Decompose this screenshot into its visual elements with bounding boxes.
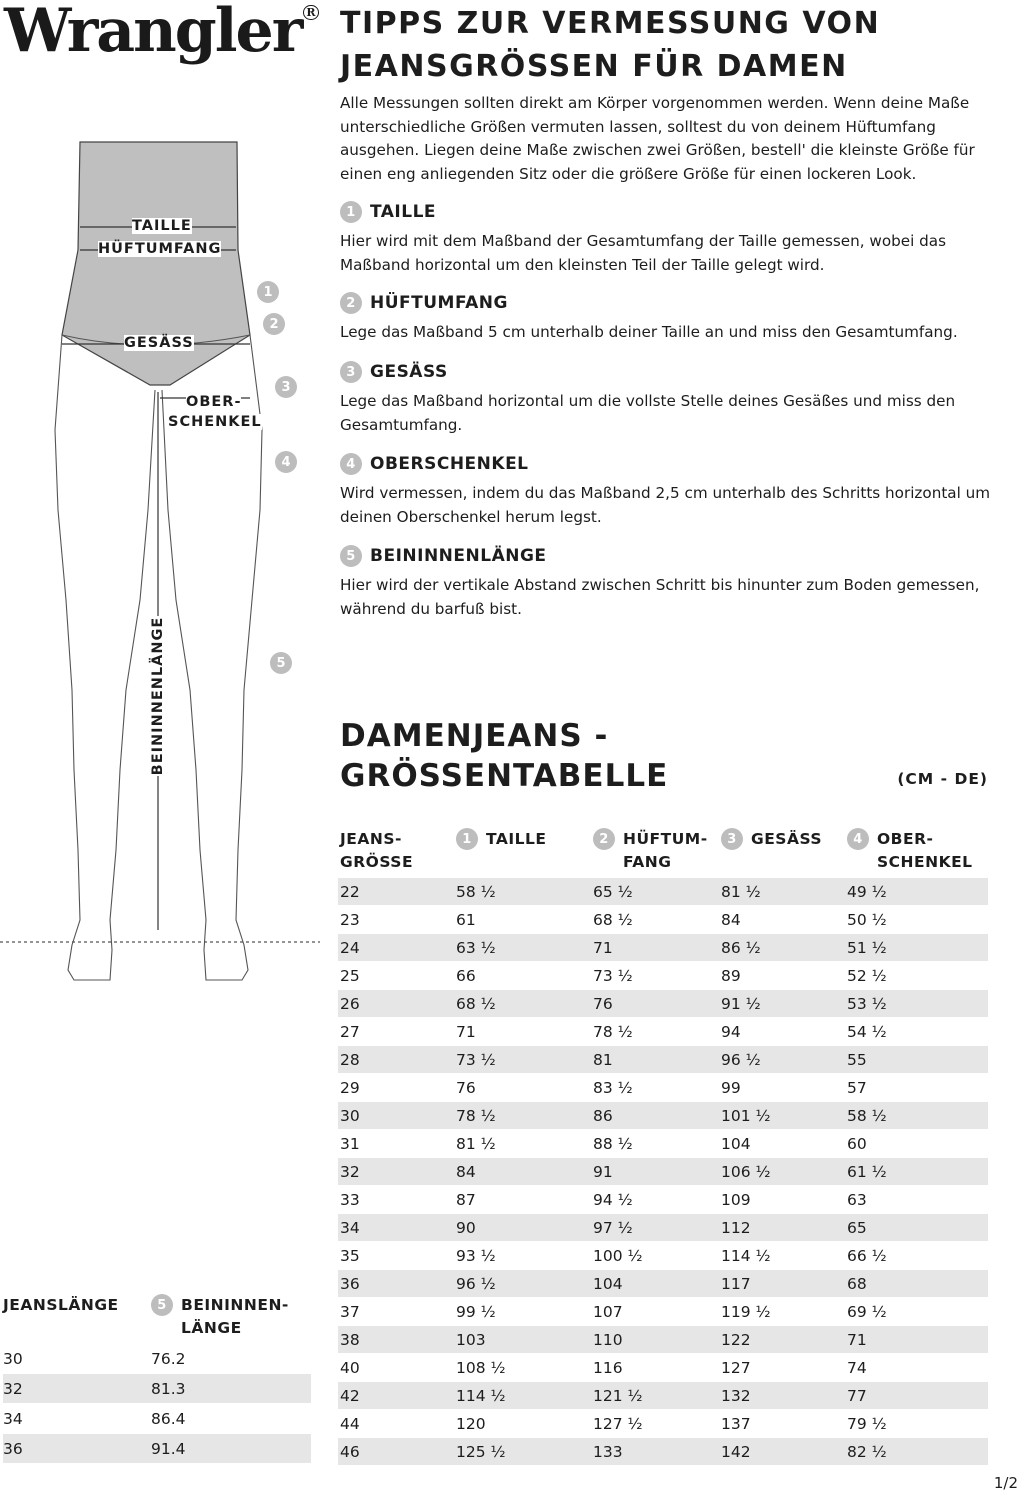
table-cell: 125 ½ [454, 1438, 591, 1466]
table-row [338, 1382, 988, 1410]
page-number: 1/2 [993, 1474, 1018, 1492]
table-cell: 81 [591, 1046, 719, 1074]
table-cell: 73 ½ [591, 962, 719, 990]
table-cell: 112 [719, 1214, 845, 1242]
number-4-icon: 4 [847, 828, 869, 850]
table-row [338, 1018, 988, 1046]
section-hueftumfang [340, 291, 1010, 345]
table-cell: 86 [591, 1102, 719, 1130]
table-cell: 122 [719, 1326, 845, 1354]
section-text: Wird vermessen, indem du das Maßband 2,5 cm unterhalb des Schritts horizontal um deinen Oberschenkel herum legst. [340, 484, 991, 526]
table-cell: 127 [719, 1354, 845, 1382]
table-cell: 104 [591, 1270, 719, 1298]
table-cell: 34 [338, 1214, 454, 1242]
legs-illustration [0, 130, 320, 1010]
table-cell: 94 ½ [591, 1186, 719, 1214]
table-cell: 86.4 [151, 1404, 311, 1434]
table-cell: 57 [845, 1074, 988, 1102]
table-cell: 31 [338, 1130, 454, 1158]
section-title: HÜFTUMFANG [370, 293, 508, 313]
table-row [338, 1158, 988, 1186]
table-cell: 116 [591, 1354, 719, 1382]
table-row [338, 1214, 988, 1242]
number-2-icon: 2 [263, 313, 285, 335]
table-cell: 73 ½ [454, 1046, 591, 1074]
table-cell: 34 [3, 1404, 151, 1434]
table-cell: 108 ½ [454, 1354, 591, 1382]
table-cell: 89 [719, 962, 845, 990]
table-row [338, 934, 988, 962]
length-table-header [3, 1292, 311, 1344]
section-title: BEININNENLÄNGE [370, 546, 547, 566]
table-cell: 117 [719, 1270, 845, 1298]
table-cell: 84 [719, 906, 845, 934]
number-1-icon: 1 [257, 281, 279, 303]
table-cell: 36 [338, 1270, 454, 1298]
table-cell: 96 ½ [454, 1270, 591, 1298]
header-beininnenlaenge: 5 BEININNEN- LÄNGE [151, 1292, 311, 1344]
table-cell: 103 [454, 1326, 591, 1354]
table-cell: 65 [845, 1214, 988, 1242]
table-cell: 91 ½ [719, 990, 845, 1018]
table-cell: 69 ½ [845, 1298, 988, 1326]
section-text: Lege das Maßband 5 cm unterhalb deiner Taille an und miss den Gesamtumfang. [340, 323, 958, 341]
table-cell: 68 [845, 1270, 988, 1298]
table-cell: 52 ½ [845, 962, 988, 990]
table-cell: 54 ½ [845, 1018, 988, 1046]
table-cell: 78 ½ [591, 1018, 719, 1046]
table-cell: 109 [719, 1186, 845, 1214]
number-5-icon: 5 [151, 1294, 173, 1316]
label-ober: OBER- [186, 394, 242, 410]
section-title: OBERSCHENKEL [370, 454, 529, 474]
table-cell: 83 ½ [591, 1074, 719, 1102]
table-cell: 96 ½ [719, 1046, 845, 1074]
table-cell: 91 [591, 1158, 719, 1186]
table-cell: 110 [591, 1326, 719, 1354]
intro-text: Alle Messungen sollten direkt am Körper vorgenommen werden. Wenn deine Maße unterschiedliche Größen vermuten lassen, solltest du von deinem Hüftumfang ausgehen. Liegen deine Maße zwischen zwei Größen, bestell' die kleinste Größe für einen eng anliegenden Sitz oder die größere Größe für einen lockeren Look. [340, 94, 975, 183]
table-cell: 133 [591, 1438, 719, 1466]
title-line-1: TIPPS ZUR VERMESSUNG VON [340, 6, 881, 41]
table-cell: 61 [454, 906, 591, 934]
table-cell: 76 [454, 1074, 591, 1102]
table-cell: 33 [338, 1186, 454, 1214]
table-cell: 30 [338, 1102, 454, 1130]
table-cell: 28 [338, 1046, 454, 1074]
label-beininnenlaenge: BEININNENLÄNGE [150, 616, 166, 776]
table-cell: 127 ½ [591, 1410, 719, 1438]
number-2-icon: 2 [340, 292, 362, 314]
table-cell: 82 ½ [845, 1438, 988, 1466]
number-4-icon: 4 [340, 453, 362, 475]
table-cell: 132 [719, 1382, 845, 1410]
table-cell: 68 ½ [591, 906, 719, 934]
body-measurement-figure [0, 130, 320, 1010]
table-row [3, 1344, 311, 1374]
length-table [3, 1292, 311, 1464]
table-cell: 76.2 [151, 1344, 311, 1374]
table-row [338, 962, 988, 990]
section-text: Hier wird der vertikale Abstand zwischen Schritt bis hinunter zum Boden gemessen, während du barfuß bist. [340, 576, 980, 618]
table-cell: 58 ½ [845, 1102, 988, 1130]
header-oberschenkel: 4 OBER- SCHENKEL [845, 826, 988, 878]
table-row [338, 1186, 988, 1214]
page-title [340, 2, 1000, 88]
number-1-icon: 1 [340, 201, 362, 223]
table-cell: 79 ½ [845, 1410, 988, 1438]
table-cell: 66 [454, 962, 591, 990]
table-cell: 32 [3, 1374, 151, 1404]
table-cell: 30 [3, 1344, 151, 1374]
table-row [338, 1298, 988, 1326]
table-cell: 104 [719, 1130, 845, 1158]
number-5-icon: 5 [270, 652, 292, 674]
section-oberschenkel [340, 452, 1010, 529]
number-3-icon: 3 [340, 361, 362, 383]
table-cell: 32 [338, 1158, 454, 1186]
table-cell: 63 [845, 1186, 988, 1214]
table-row [338, 1270, 988, 1298]
unit-label: (CM - DE) [897, 770, 988, 788]
table-cell: 58 ½ [454, 878, 591, 906]
table-cell: 37 [338, 1298, 454, 1326]
table-row [338, 990, 988, 1018]
table-cell: 81.3 [151, 1374, 311, 1404]
table-cell: 71 [591, 934, 719, 962]
table-row [3, 1434, 311, 1464]
title-line-2: JEANSGRÖSSEN FÜR DAMEN [340, 49, 848, 84]
table-cell: 91.4 [151, 1434, 311, 1464]
table-cell: 23 [338, 906, 454, 934]
table-cell: 53 ½ [845, 990, 988, 1018]
label-hueftumfang: HÜFTUMFANG [98, 241, 222, 257]
table-row [338, 878, 988, 906]
table-cell: 65 ½ [591, 878, 719, 906]
table-cell: 99 ½ [454, 1298, 591, 1326]
table-cell: 26 [338, 990, 454, 1018]
table-row [3, 1404, 311, 1434]
table-cell: 81 ½ [719, 878, 845, 906]
table-row [338, 1074, 988, 1102]
table-cell: 94 [719, 1018, 845, 1046]
table-cell: 87 [454, 1186, 591, 1214]
table-cell: 81 ½ [454, 1130, 591, 1158]
table-row [338, 1438, 988, 1466]
header-gesaess: 3 GESÄSS [719, 826, 845, 878]
number-4-icon: 4 [275, 451, 297, 473]
section-text: Lege das Maßband horizontal um die vollste Stelle deines Gesäßes und miss den Gesamtumfang. [340, 392, 956, 434]
table-cell: 93 ½ [454, 1242, 591, 1270]
table-cell: 142 [719, 1438, 845, 1466]
table-cell: 76 [591, 990, 719, 1018]
table-cell: 78 ½ [454, 1102, 591, 1130]
table-cell: 90 [454, 1214, 591, 1242]
table-cell: 38 [338, 1326, 454, 1354]
header-hueftumfang: 2 HÜFTUM- FANG [591, 826, 719, 878]
table-cell: 66 ½ [845, 1242, 988, 1270]
table-cell: 68 ½ [454, 990, 591, 1018]
number-2-icon: 2 [593, 828, 615, 850]
table-row [338, 1354, 988, 1382]
number-3-icon: 3 [721, 828, 743, 850]
table-cell: 100 ½ [591, 1242, 719, 1270]
table-row [338, 1242, 988, 1270]
table-cell: 114 ½ [719, 1242, 845, 1270]
table-cell: 24 [338, 934, 454, 962]
table-cell: 22 [338, 878, 454, 906]
table-cell: 114 ½ [454, 1382, 591, 1410]
table-cell: 119 ½ [719, 1298, 845, 1326]
table-cell: 49 ½ [845, 878, 988, 906]
table-row [338, 1410, 988, 1438]
table-row [338, 1046, 988, 1074]
number-3-icon: 3 [275, 376, 297, 398]
table-cell: 101 ½ [719, 1102, 845, 1130]
table-cell: 27 [338, 1018, 454, 1046]
table-row [338, 1130, 988, 1158]
table-cell: 71 [845, 1326, 988, 1354]
table-cell: 61 ½ [845, 1158, 988, 1186]
table-cell: 88 ½ [591, 1130, 719, 1158]
table-cell: 51 ½ [845, 934, 988, 962]
label-taille: TAILLE [132, 218, 192, 234]
size-table-header [338, 826, 988, 878]
table-cell: 44 [338, 1410, 454, 1438]
header-taille: 1 TAILLE [454, 826, 591, 878]
table-row [338, 1102, 988, 1130]
size-table [338, 826, 988, 1466]
section-title: TAILLE [370, 202, 437, 222]
table-cell: 86 ½ [719, 934, 845, 962]
table-cell: 35 [338, 1242, 454, 1270]
table-cell: 25 [338, 962, 454, 990]
table-cell: 55 [845, 1046, 988, 1074]
table-row [338, 906, 988, 934]
section-taille [340, 200, 1010, 277]
table-cell: 29 [338, 1074, 454, 1102]
label-gesaess: GESÄSS [124, 335, 194, 351]
header-jeanslaenge: JEANSLÄNGE [3, 1296, 119, 1314]
table-cell: 42 [338, 1382, 454, 1410]
section-text: Hier wird mit dem Maßband der Gesamtumfang der Taille gemessen, wobei das Maßband horizontal um den kleinsten Teil der Taille gelegt wird. [340, 232, 946, 274]
section-gesaess [340, 360, 1010, 437]
table-cell: 71 [454, 1018, 591, 1046]
table-cell: 74 [845, 1354, 988, 1382]
table-cell: 137 [719, 1410, 845, 1438]
table-cell: 60 [845, 1130, 988, 1158]
size-table-title: DAMENJEANS - GRÖSSENTABELLE [340, 718, 669, 794]
section-title: GESÄSS [370, 362, 448, 382]
table-cell: 77 [845, 1382, 988, 1410]
table-cell: 50 ½ [845, 906, 988, 934]
table-cell: 46 [338, 1438, 454, 1466]
table-cell: 97 ½ [591, 1214, 719, 1242]
number-1-icon: 1 [456, 828, 478, 850]
section-beininnenlaenge [340, 544, 1010, 621]
table-cell: 63 ½ [454, 934, 591, 962]
number-5-icon: 5 [340, 545, 362, 567]
label-schenkel: SCHENKEL [168, 414, 262, 430]
table-cell: 121 ½ [591, 1382, 719, 1410]
table-cell: 84 [454, 1158, 591, 1186]
table-cell: 120 [454, 1410, 591, 1438]
table-row [338, 1326, 988, 1354]
table-row [3, 1374, 311, 1404]
table-cell: 99 [719, 1074, 845, 1102]
table-cell: 40 [338, 1354, 454, 1382]
table-cell: 107 [591, 1298, 719, 1326]
header-jeansgroesse: JEANS- GRÖSSE [340, 830, 414, 871]
table-cell: 36 [3, 1434, 151, 1464]
table-cell: 106 ½ [719, 1158, 845, 1186]
wrangler-logo: Wrangler $^R$ [4, 0, 317, 66]
